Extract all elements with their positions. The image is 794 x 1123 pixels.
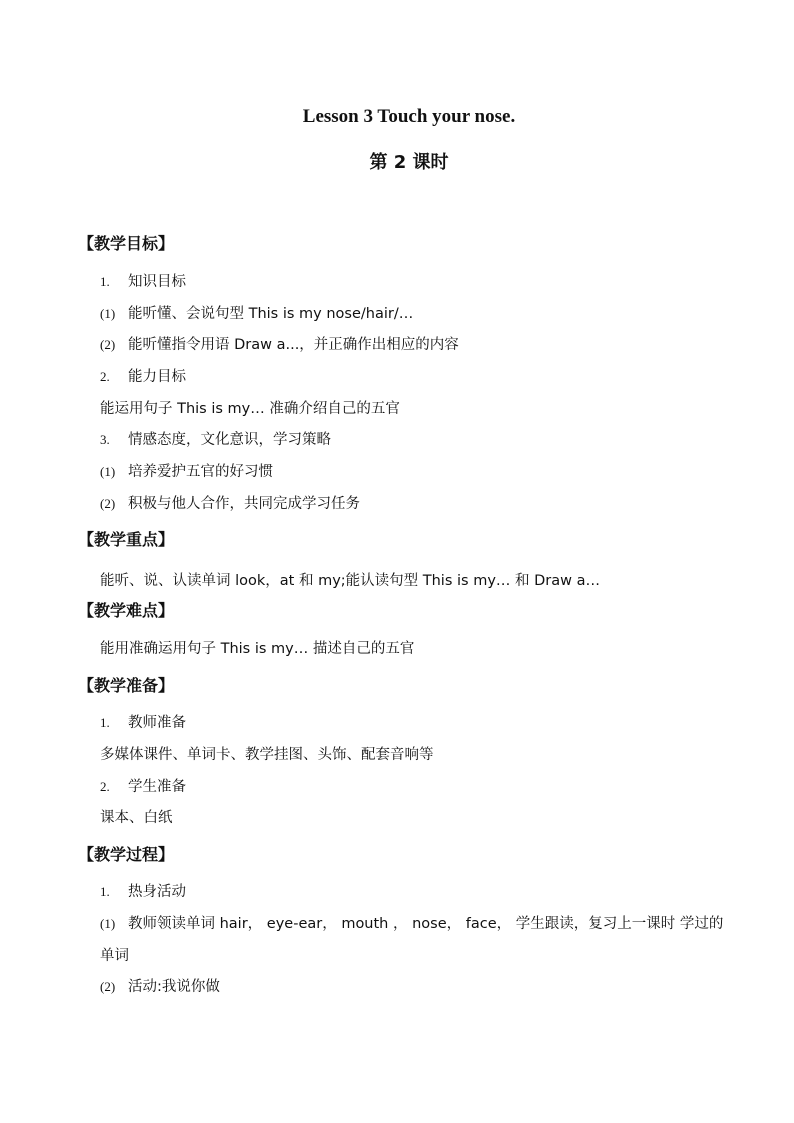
item-number: (1) <box>100 306 116 321</box>
item-text: 能力目标 <box>128 369 186 385</box>
page-subtitle: 第 2 课时 <box>369 152 449 173</box>
item-text: 教师准备 <box>128 715 186 731</box>
paragraph-text: 课本、白纸 <box>100 810 173 826</box>
item-text: 学生准备 <box>128 779 186 795</box>
section-heading-difficulties: 【教学难点】 <box>78 601 175 620</box>
item-number: (1) <box>100 464 116 479</box>
list-item <box>100 335 459 355</box>
item-number: 2. <box>100 369 110 384</box>
item-text: 活动:我说你做 <box>128 979 220 995</box>
item-number: 1. <box>100 884 110 899</box>
item-number: (2) <box>100 979 116 994</box>
section-heading-objectives: 【教学目标】 <box>78 234 175 253</box>
item-text: 热身活动 <box>128 884 186 900</box>
section-heading-key-points: 【教学重点】 <box>78 530 175 549</box>
item-number: 1. <box>100 274 110 289</box>
item-text: 培养爱护五官的好习惯 <box>128 464 273 480</box>
list-item <box>100 977 220 997</box>
item-number: 1. <box>100 715 110 730</box>
list-item <box>100 914 723 934</box>
item-text: 能听懂、会说句型 This is my nose/hair/… <box>128 306 414 322</box>
list-item <box>100 367 186 387</box>
item-text: 教师领读单词 hair， eye-ear， mouth ， nose， face， 学生跟读，复习上一课时 学过的 <box>128 916 724 932</box>
item-number: (2) <box>100 337 116 352</box>
list-item <box>100 462 273 482</box>
page-title: Lesson 3 Touch your nose. <box>302 106 516 127</box>
list-item <box>100 430 331 450</box>
item-text: 情感态度，文化意识，学习策略 <box>128 432 331 448</box>
section-heading-process: 【教学过程】 <box>78 845 175 864</box>
paragraph-text: 能运用句子 This is my… 准确介绍自己的五官 <box>100 401 400 417</box>
item-text: 能听懂指令用语 Draw a...，并正确作出相应的内容 <box>128 337 459 353</box>
paragraph-text: 单词 <box>100 948 129 964</box>
paragraph-text: 能听、说、认读单词 look，at 和 my;能认读句型 This is my… 和 Draw a… <box>100 573 600 589</box>
list-item <box>100 272 186 292</box>
list-item <box>100 882 186 902</box>
list-item <box>100 494 360 514</box>
item-number: (2) <box>100 496 116 511</box>
item-number: 3. <box>100 432 110 447</box>
item-text: 知识目标 <box>128 274 186 290</box>
paragraph-text: 能用准确运用句子 This is my… 描述自己的五官 <box>100 641 415 657</box>
item-text: 积极与他人合作，共同完成学习任务 <box>128 496 360 512</box>
list-item <box>100 713 186 733</box>
item-number: (1) <box>100 916 116 931</box>
paragraph-text: 多媒体课件、单词卡、教学挂图、头饰、配套音响等 <box>100 747 434 763</box>
list-item <box>100 304 413 324</box>
list-item <box>100 777 186 797</box>
section-heading-preparation: 【教学准备】 <box>78 676 175 695</box>
item-number: 2. <box>100 779 110 794</box>
